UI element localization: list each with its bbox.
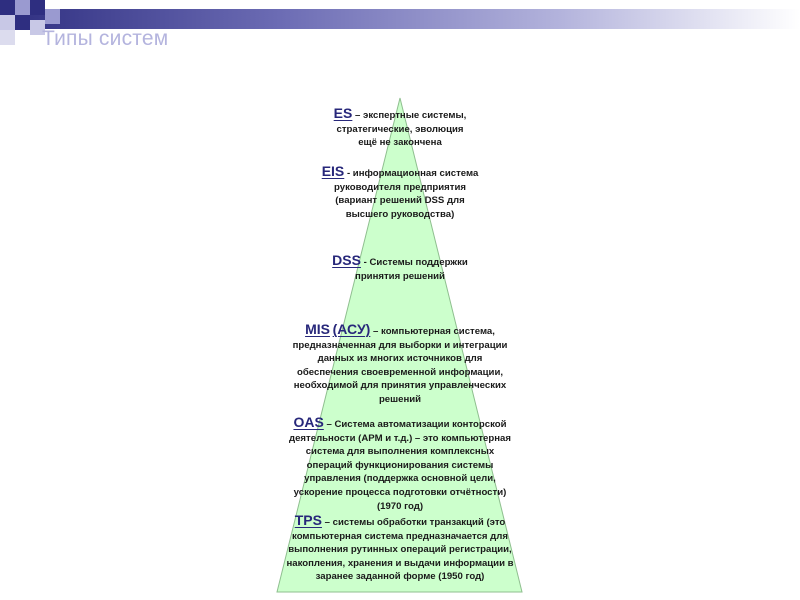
level-description-line: операций функционирования системы (306, 459, 494, 471)
level-abbreviation: ES (333, 105, 353, 121)
pyramid-level-mis (293, 323, 508, 407)
level-description-line: управления (поддержка основной цели, (304, 473, 496, 485)
level-description-line: деятельности (АРМ и т.д.) – это компьютерная (289, 432, 511, 444)
pyramid-level-eis (322, 165, 479, 221)
level-description-line: принятия решений (355, 270, 445, 282)
level-abbreviation: DSS (332, 252, 361, 268)
level-description: – системы обработки транзакций (это (321, 517, 506, 528)
level-description: – компьютерная система, (370, 326, 495, 337)
level-description-line: ещё не закончена (358, 137, 442, 149)
level-description-line: высшего руководства) (345, 208, 455, 220)
level-description-line: выполнения рутинных операций регистрации, (288, 544, 512, 556)
level-abbreviation: EIS (321, 163, 345, 179)
level-description-line: (1970 год) (376, 500, 424, 512)
level-description-line: решений (378, 393, 422, 405)
level-description-line: ускорение процесса подготовки отчётности) (293, 486, 507, 498)
level-description: - Системы поддержки (360, 257, 468, 268)
level-description: - информационная система (344, 168, 479, 179)
level-abbreviation-alt: (АСУ) (332, 321, 371, 337)
level-abbreviation: TPS (294, 512, 322, 528)
level-description-line: компьютерная система предназначается для (292, 530, 508, 542)
pyramid-level-tps (286, 514, 513, 584)
level-abbreviation: OAS (293, 414, 324, 430)
pyramid-level-oas (289, 416, 511, 513)
slide-title: Типы систем (42, 27, 169, 50)
level-description-line: (вариант решений DSS для (335, 195, 465, 207)
level-description-line: стратегические, эволюция (336, 123, 464, 135)
level-description-line: обеспечения своевременной информации, (296, 366, 504, 378)
level-description: – экспертные системы, (352, 110, 467, 121)
level-description-line: предназначенная для выборки и интеграции (292, 339, 508, 351)
pyramid-level-es (334, 107, 467, 150)
level-description-line: система для выполнения комплексных (305, 446, 495, 458)
level-abbreviation: MIS (305, 321, 330, 337)
level-description: – Система автоматизации конторской (323, 419, 507, 430)
level-description-line: заранее заданной форме (1950 год) (315, 571, 485, 583)
pyramid-level-dss (332, 254, 468, 283)
level-description-line: необходимой для принятия управленческих (293, 380, 507, 392)
level-description-line: данных из многих источников для (317, 353, 483, 365)
level-description-line: руководителя предприятия (334, 181, 466, 193)
level-description-line: накопления, хранения и выдачи информации в (286, 557, 514, 569)
